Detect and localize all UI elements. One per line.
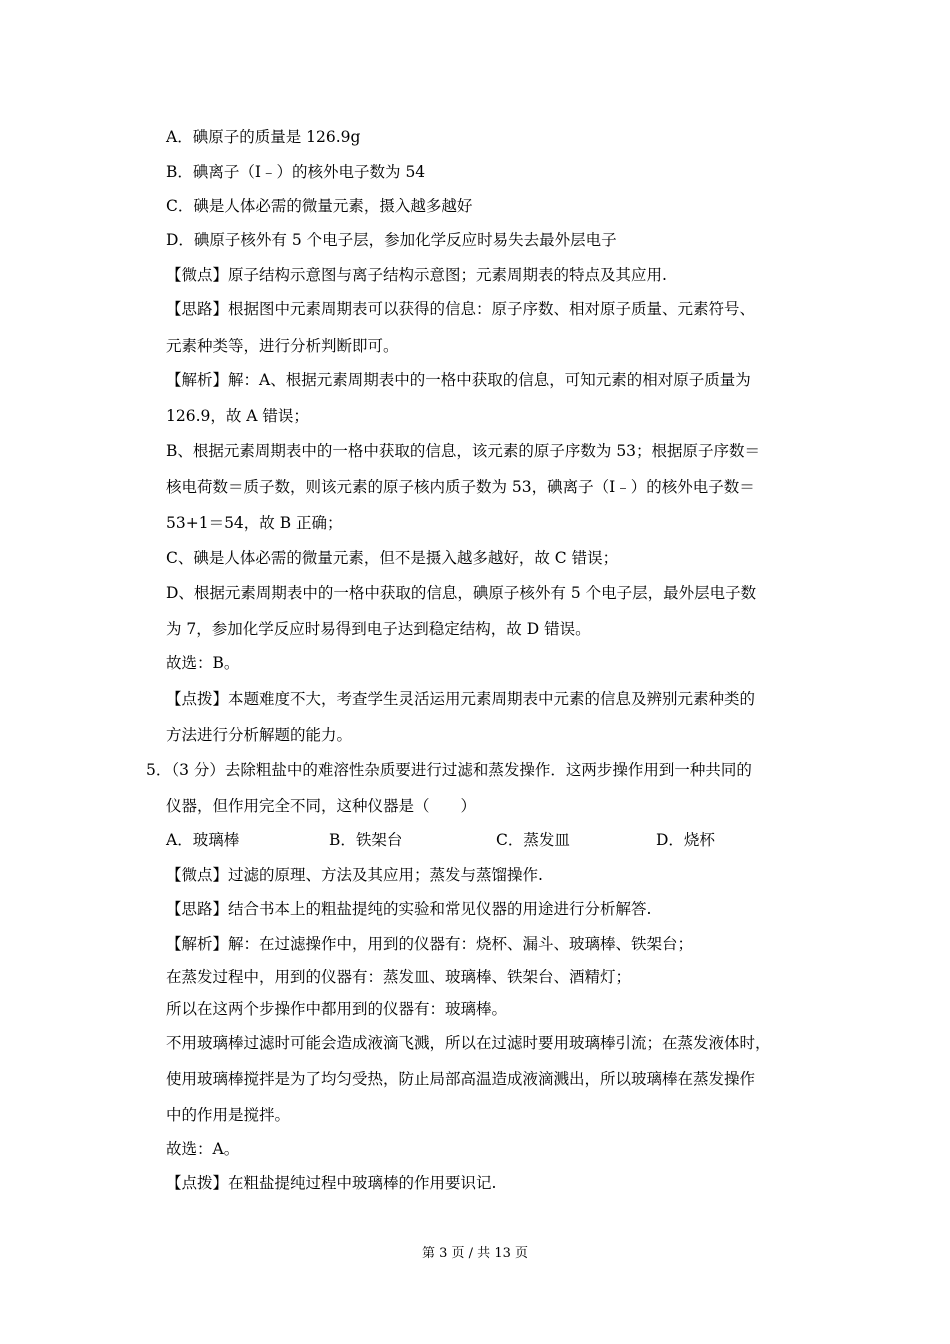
answer-line: 故选：B。	[166, 654, 240, 672]
dianbo-line: 方法进行分析解题的能力。	[166, 726, 353, 744]
option-c: C．碘是人体必需的微量元素，摄入越多越好	[166, 197, 473, 215]
jiexi-line: 【解析】解：在过滤操作中，用到的仪器有：烧杯、漏斗、玻璃棒、铁架台；	[166, 935, 694, 953]
question-stem: 5．（3 分）去除粗盐中的难溶性杂质要进行过滤和蒸发操作．这两步操作用到一种共同的	[146, 761, 752, 779]
option-d: D．碘原子核外有 5 个电子层，参加化学反应时易失去最外层电子	[166, 231, 617, 249]
jiexi-line: 不用玻璃棒过滤时可能会造成液滴飞溅，所以在过滤时要用玻璃棒引流；在蒸发液体时，	[166, 1034, 771, 1052]
option-b: B．铁架台	[329, 831, 403, 849]
page-footer: 第 3 页 / 共 13 页	[422, 1246, 528, 1261]
jiexi-line: 53+1＝54，故 B 正确；	[166, 514, 343, 532]
jiexi-line: 使用玻璃棒搅拌是为了均匀受热，防止局部高温造成液滴溅出，所以玻璃棒在蒸发操作	[166, 1070, 756, 1088]
option-a: A．玻璃棒	[166, 831, 240, 849]
silu-line: 【思路】根据图中元素周期表可以获得的信息：原子序数、相对原子质量、元素符号、	[166, 300, 756, 318]
answer-line: 故选：A。	[166, 1140, 240, 1158]
jiexi-line: C、碘是人体必需的微量元素，但不是摄入越多越好，故 C 错误；	[166, 549, 619, 567]
jiexi-line: 中的作用是搅拌。	[166, 1106, 291, 1124]
option-b: B．碘离子（I﹣）的核外电子数为 54	[166, 163, 426, 181]
question-stem: 仪器，但作用完全不同，这种仪器是（ ）	[166, 797, 477, 815]
jiexi-line: 126.9，故 A 错误；	[166, 407, 309, 425]
silu-line: 元素种类等，进行分析判断即可。	[166, 337, 399, 355]
jiexi-line: 所以在这两个步操作中都用到的仪器有：玻璃棒。	[166, 1000, 508, 1018]
jiexi-line: 为 7，参加化学反应时易得到电子达到稳定结构，故 D 错误。	[166, 620, 591, 638]
weidian-line: 【微点】过滤的原理、方法及其应用；蒸发与蒸馏操作.	[166, 866, 543, 884]
jiexi-line: 在蒸发过程中，用到的仪器有：蒸发皿、玻璃棒、铁架台、酒精灯；	[166, 968, 632, 986]
jiexi-line: B、根据元素周期表中的一格中获取的信息，该元素的原子序数为 53；根据原子序数＝	[166, 442, 761, 460]
jiexi-line: 核电荷数＝质子数，则该元素的原子核内质子数为 53，碘离子（I﹣）的核外电子数＝	[166, 478, 755, 496]
option-a: A．碘原子的质量是 126.9g	[166, 128, 361, 146]
option-c: C．蒸发皿	[496, 831, 570, 849]
weidian-line: 【微点】原子结构示意图与离子结构示意图；元素周期表的特点及其应用.	[166, 266, 667, 284]
dianbo-line: 【点拨】在粗盐提纯过程中玻璃棒的作用要识记.	[166, 1174, 497, 1192]
option-d: D．烧杯	[656, 831, 715, 849]
silu-line: 【思路】结合书本上的粗盐提纯的实验和常见仪器的用途进行分析解答.	[166, 900, 652, 918]
jiexi-line: 【解析】解：A、根据元素周期表中的一格中获取的信息，可知元素的相对原子质量为	[166, 371, 751, 389]
dianbo-line: 【点拨】本题难度不大，考查学生灵活运用元素周期表中元素的信息及辨别元素种类的	[166, 690, 756, 708]
jiexi-line: D、根据元素周期表中的一格中获取的信息，碘原子核外有 5 个电子层，最外层电子数	[166, 584, 757, 602]
